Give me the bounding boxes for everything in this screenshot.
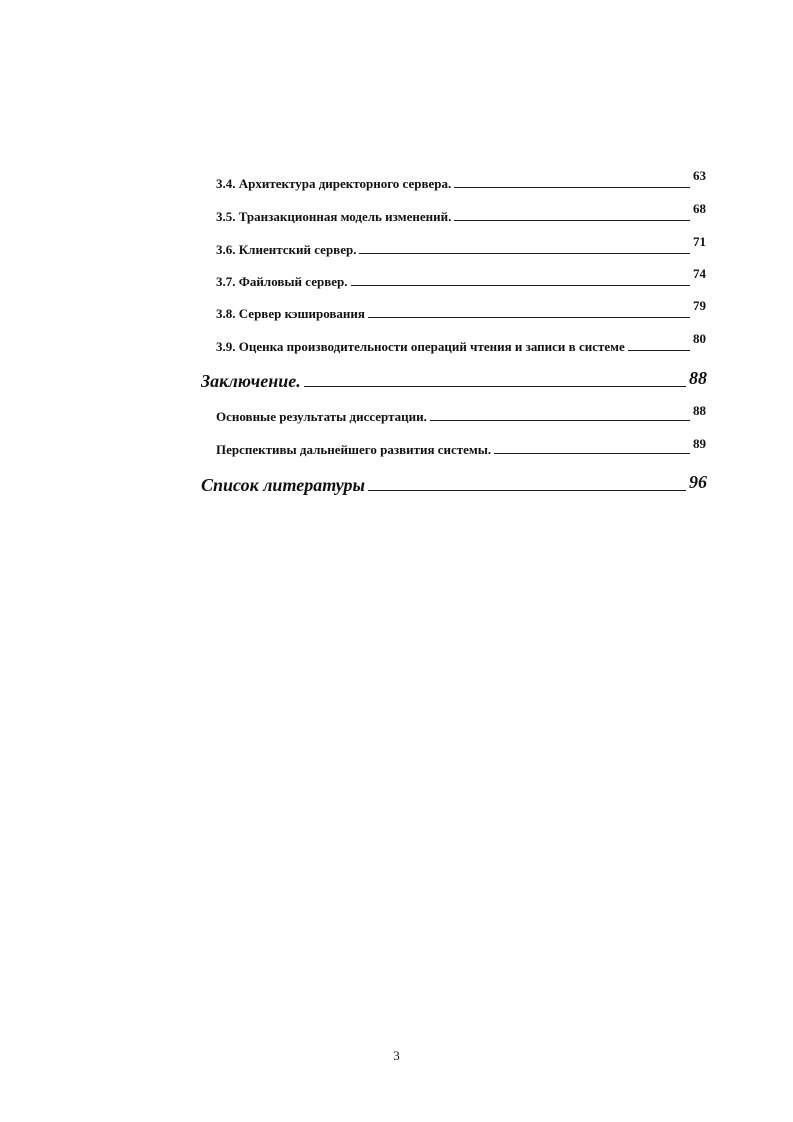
toc-leader-line [368,490,686,491]
toc-entry-future-work[interactable] [216,436,706,458]
toc-entry-label: 3.4. Архитектура директорного сервера. [216,176,452,191]
toc-leader-line [454,220,690,221]
toc-leader-line [494,453,690,454]
toc-entry-label: 3.9. Оценка производительности операций чтения и записи в системе [216,339,625,354]
toc-leader-line [628,350,690,351]
toc-page-number: 71 [693,234,706,249]
page-number-footer: 3 [393,1048,400,1063]
toc-entry-label: 3.7. Файловый сервер. [216,274,348,289]
toc-leader-line [304,386,686,387]
toc-page-number: 88 [689,368,707,388]
toc-entry-label: 3.6. Клиентский сервер. [216,242,357,257]
toc-page-number: 79 [693,298,706,313]
toc-entry-label: 3.5. Транзакционная модель изменений. [216,209,452,224]
toc-page-number: 68 [693,201,706,216]
toc-page-number: 80 [693,331,706,346]
toc-page-number: 88 [693,403,706,418]
toc-entry-label: Основные результаты диссертации. [216,409,427,424]
toc-entry-main-results[interactable] [216,403,706,425]
toc-page-number: 89 [693,436,706,451]
toc-entry-3-8[interactable] [216,298,706,322]
toc-entry-3-7[interactable] [216,266,706,290]
toc-leader-line [454,187,690,188]
toc-entry-label: Перспективы дальнейшего развития системы. [216,442,492,457]
toc-entry-label: Список литературы [201,475,365,495]
toc-entry-3-6[interactable] [216,234,706,258]
toc-page-number: 63 [693,168,706,183]
toc-entry-3-4[interactable] [216,168,706,192]
toc-entry-3-9[interactable] [216,331,706,355]
toc-entry-3-5[interactable] [216,201,706,225]
toc-page-number: 96 [689,472,707,492]
toc-entry-references[interactable] [201,472,707,496]
toc-leader-line [430,420,690,421]
toc-leader-line [359,253,690,254]
toc-leader-line [351,285,691,286]
toc-leader-line [368,317,690,318]
toc-page-number: 74 [693,266,706,281]
toc-entry-conclusion[interactable] [201,368,707,392]
toc-entry-label: 3.8. Сервер кэширования [216,306,365,321]
toc-entry-label: Заключение. [201,371,301,391]
